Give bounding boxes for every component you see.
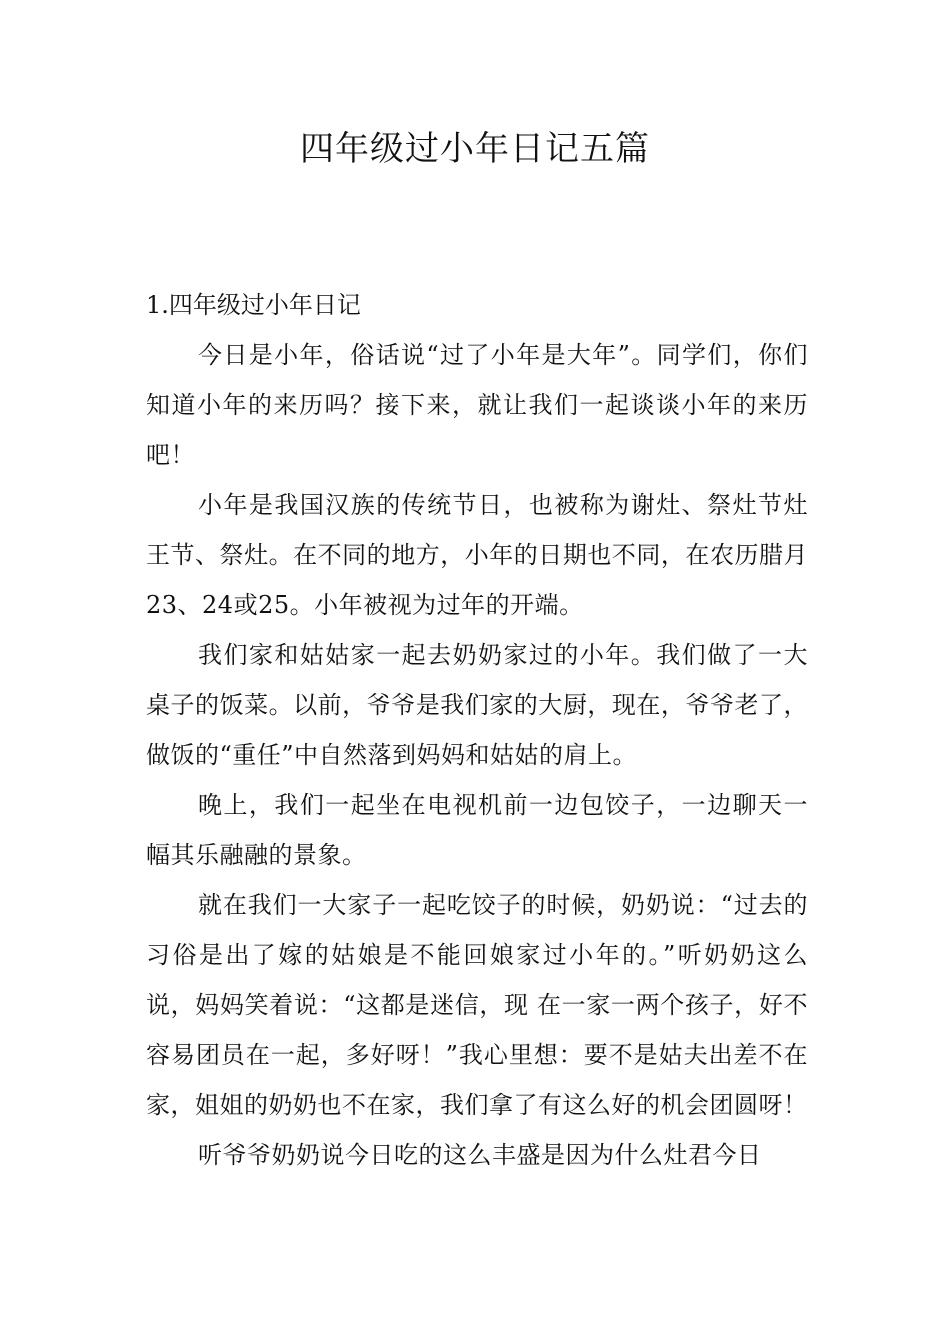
document-body [146,280,808,1180]
paragraph: 今日是小年，俗话说“过了小年是大年”。同学们，你们知道小年的来历吗？接下来，就让我们一起谈谈小年的来历吧！ [146,341,808,469]
document-title: 四年级过小年日记五篇 [300,129,650,169]
paragraph: 听爷爷奶奶说今日吃的这么丰盛是因为什么灶君今日 [198,1141,762,1169]
paragraph: 就在我们一大家子一起吃饺子的时候，奶奶说：“过去的习俗是出了嫁的姑娘是不能回娘家过小年的。”听奶奶这么说，妈妈笑着说：“这都是迷信，现 在一家一两个孩子，好不容易团员在一起，多好呀！”我心里想：要不是姑夫出差不在家，姐姐的奶奶也不在家，我们拿了有这么好的机会团圆呀！ [146,891,808,1119]
paragraph: 小年是我国汉族的传统节日，也被称为谢灶、祭灶节灶王节、祭灶。在不同的地方，小年的日期也不同，在农历腊月23、24或25。小年被视为过年的开端。 [146,491,808,619]
paragraph: 我们家和姑姑家一起去奶奶家过的小年。我们做了一大桌子的饭菜。以前，爷爷是我们家的大厨，现在，爷爷老了，做饭的“重任”中自然落到妈妈和姑姑的肩上。 [146,641,808,769]
section-heading: 1.四年级过小年日记 [146,291,361,319]
paragraph: 晚上，我们一起坐在电视机前一边包饺子，一边聊天一幅其乐融融的景象。 [146,791,808,869]
